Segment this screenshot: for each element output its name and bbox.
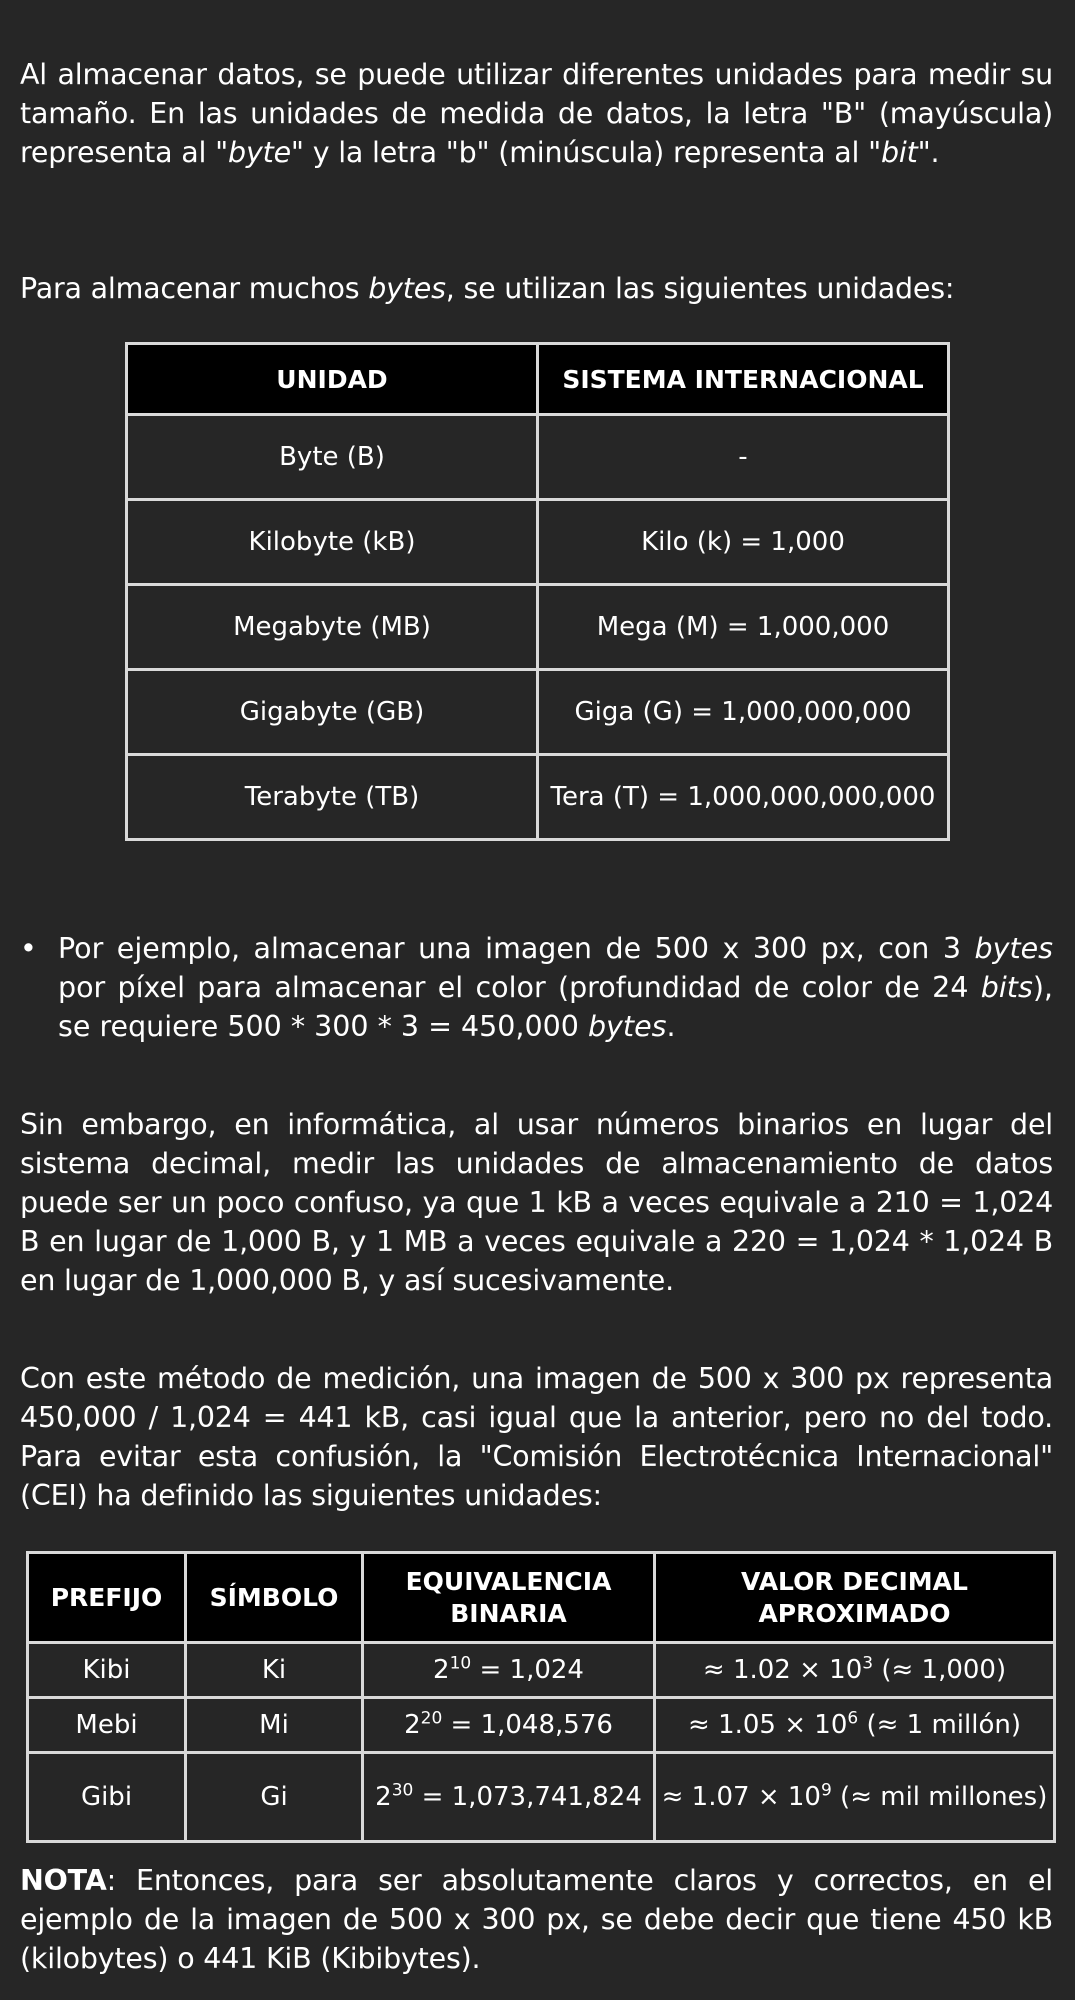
column-header: PREFIJO [28, 1553, 186, 1643]
unit-cell: Megabyte (MB) [127, 585, 538, 670]
si-cell: - [538, 415, 949, 500]
si-cell: Mega (M) = 1,000,000 [538, 585, 949, 670]
iec-intro-paragraph: Con este método de medición, una imagen de 500 x 300 px representa 450,000 / 1,024 = 441 kB, casi igual que la anterior, pero no del todo. Para evitar esta confusión, la "Comisión Electrotécnica Internacional" (CEI) ha definido las siguientes unidades: [20, 1362, 1053, 1512]
intro-paragraph: Al almacenar datos, se puede utilizar diferentes unidades para medir su tamaño. En las unidades de medida de datos, la letra "B" (mayúscula) representa al "byte" y la letra "b" (minúscula) representa al "bit". [20, 58, 1053, 169]
example-text: Por ejemplo, almacenar una imagen de 500 x 300 px, con 3 bytes por píxel para almacenar el color (profundidad de color de 24 bits), se requiere 500 * 300 * 3 = 450,000 bytes. [58, 932, 1053, 1043]
column-header: EQUIVALENCIA BINARIA [363, 1553, 655, 1643]
table-row [28, 1643, 1055, 1698]
unit-cell: Kilobyte (kB) [127, 500, 538, 585]
si-cell: Tera (T) = 1,000,000,000,000 [538, 755, 949, 840]
example-bullet [20, 929, 1053, 1046]
units-intro-paragraph: Para almacenar muchos bytes, se utilizan las siguientes unidades: [20, 272, 955, 305]
prefix-cell: Gibi [28, 1753, 186, 1842]
prefix-cell: Kibi [28, 1643, 186, 1698]
binary-paragraph: Sin embargo, en informática, al usar números binarios en lugar del sistema decimal, medir las unidades de almacenamiento de datos puede ser un poco confuso, ya que 1 kB a veces equivale a 210 = 1,024 B en lugar de 1,000 B, y 1 MB a veces equivale a 220 = 1,024 * 1,024 B en lugar de 1,000,000 B, y así sucesivamente. [20, 1108, 1053, 1297]
bullet-icon: • [20, 932, 37, 965]
column-header: VALOR DECIMAL APROXIMADO [655, 1553, 1055, 1643]
table-row [127, 585, 949, 670]
column-header: SÍMBOLO [186, 1553, 363, 1643]
note-paragraph: NOTA: Entonces, para ser absolutamente claros y correctos, en el ejemplo de la imagen de 500 x 300 px, se debe decir que tiene 450 kB (kilobytes) o 441 KiB (Kibibytes). [20, 1864, 1053, 1975]
table-row [127, 415, 949, 500]
units-table [125, 342, 950, 841]
prefix-cell: Mebi [28, 1698, 186, 1753]
symbol-cell: Gi [186, 1753, 363, 1842]
note-label: NOTA [20, 1864, 107, 1897]
table-row [28, 1753, 1055, 1842]
table-row [127, 670, 949, 755]
unit-cell: Byte (B) [127, 415, 538, 500]
unit-cell: Terabyte (TB) [127, 755, 538, 840]
iec-table [26, 1551, 1056, 1843]
si-cell: Kilo (k) = 1,000 [538, 500, 949, 585]
decimal-cell: ≈ $1.02 \times 10^3$ (≈ 1,000) [655, 1643, 1055, 1698]
column-header: SISTEMA INTERNACIONAL [538, 344, 949, 415]
binary-cell: $2^{10} = 1,024$ [363, 1643, 655, 1698]
binary-cell: $2^{30} = 1,073,741,824$ [363, 1753, 655, 1842]
table-header-row [127, 344, 949, 415]
decimal-cell: ≈ $1.05 \times 10^6$ (≈ 1 millón) [655, 1698, 1055, 1753]
symbol-cell: Mi [186, 1698, 363, 1753]
table-row [127, 500, 949, 585]
table-row [28, 1698, 1055, 1753]
column-header: UNIDAD [127, 344, 538, 415]
unit-cell: Gigabyte (GB) [127, 670, 538, 755]
table-row [127, 755, 949, 840]
symbol-cell: Ki [186, 1643, 363, 1698]
table-header-row [28, 1553, 1055, 1643]
decimal-cell: ≈ $1.07 \times 10^9$ (≈ mil millones) [655, 1753, 1055, 1842]
si-cell: Giga (G) = 1,000,000,000 [538, 670, 949, 755]
binary-cell: $2^{20} = 1,048,576$ [363, 1698, 655, 1753]
